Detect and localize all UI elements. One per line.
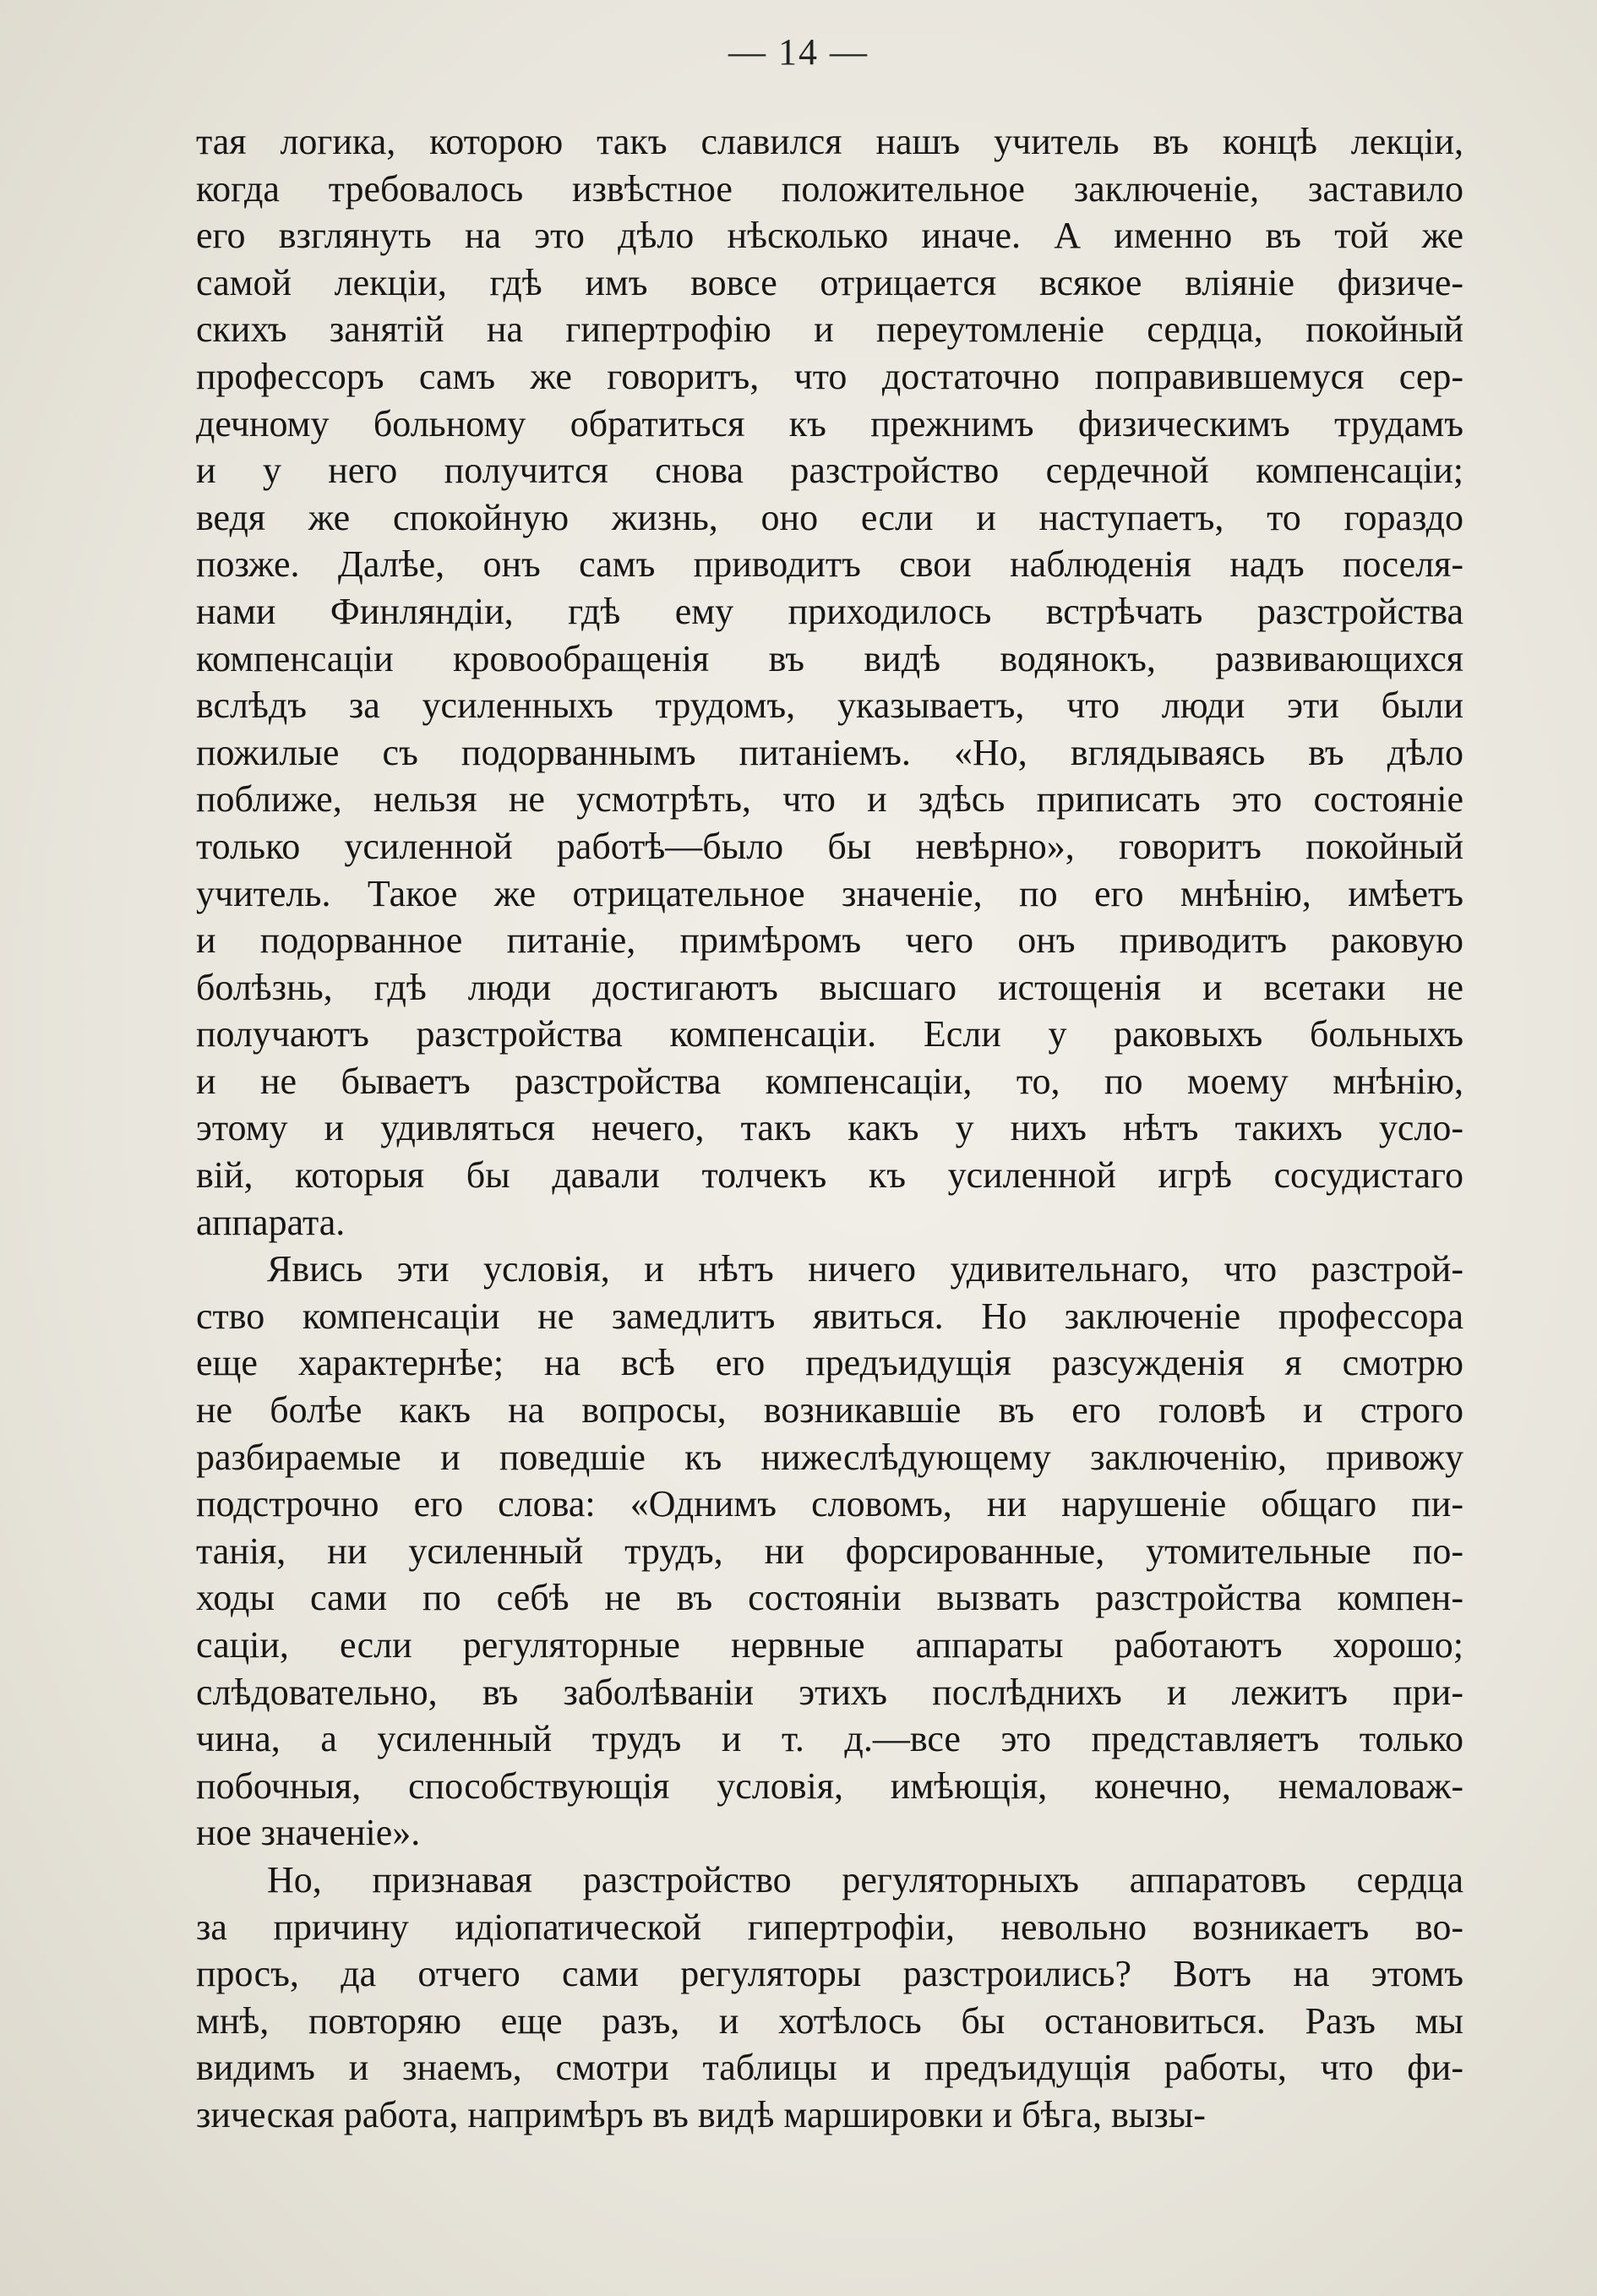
text-line: болѣзнь, гдѣ люди достигаютъ высшаго истощенія и всетаки не <box>196 966 1463 1008</box>
paragraph <box>196 1857 1463 2139</box>
text-line: тая логика, которою такъ славился нашъ учитель въ концѣ лекціи, <box>196 121 1463 162</box>
text-line: нами Финляндіи, гдѣ ему приходилось встрѣчать разстройства <box>196 590 1463 632</box>
text-line: пожилые съ подорваннымъ питаніемъ. «Но, вглядываясь въ дѣло <box>196 731 1463 773</box>
text-line: Явись эти условія, и нѣтъ ничего удивительнаго, что разстрой- <box>267 1248 1463 1290</box>
text-line: мнѣ, повторяю еще разъ, и хотѣлось бы остановиться. Разъ мы <box>196 1999 1463 2042</box>
text-line: за причину идіопатической гипертрофіи, невольно возникаетъ во- <box>196 1906 1463 1948</box>
text-line: ходы сами по себѣ не въ состояніи вызвать разстройства компен- <box>196 1577 1463 1619</box>
text-line: и не бываетъ разстройства компенсаціи, то, по моему мнѣнію, <box>196 1060 1463 1102</box>
text-line: подстрочно его слова: «Однимъ словомъ, ни нарушеніе общаго пи- <box>196 1483 1463 1525</box>
text-line: аппарата. <box>196 1201 346 1243</box>
text-line: самой лекціи, гдѣ имъ вовсе отрицается всякое вліяніе физиче- <box>196 261 1463 303</box>
text-line: вслѣдъ за усиленныхъ трудомъ, указываетъ, что люди эти были <box>196 684 1463 727</box>
text-line: саціи, если регуляторные нервные аппараты работаютъ хорошо; <box>196 1624 1463 1666</box>
text-line: только усиленной работѣ—было бы невѣрно», говоритъ покойный <box>196 825 1463 867</box>
text-line: разбираемые и поведшіе къ нижеслѣдующему заключенію, привожу <box>196 1436 1463 1478</box>
text-line: ведя же спокойную жизнь, оно если и наступаетъ, то гораздо <box>196 496 1463 538</box>
text-line: просъ, да отчего сами регуляторы разстроились? Вотъ на этомъ <box>196 1953 1463 1995</box>
text-line: побочныя, способствующія условія, имѣющія, конечно, немаловаж- <box>196 1764 1463 1807</box>
text-line: получаютъ разстройства компенсаціи. Если у раковыхъ больныхъ <box>196 1013 1463 1055</box>
text-line: слѣдовательно, въ заболѣваніи этихъ послѣднихъ и лежитъ при- <box>196 1671 1463 1713</box>
text-line: танія, ни усиленный трудъ, ни форсированные, утомительные по- <box>196 1530 1463 1572</box>
text-line: ное значеніе». <box>196 1812 421 1854</box>
text-line: ство компенсаціи не замедлитъ явиться. Но заключеніе профессора <box>196 1295 1463 1337</box>
text-line: этому и удивляться нечего, такъ какъ у нихъ нѣтъ такихъ усло- <box>196 1107 1463 1149</box>
text-line: учитель. Такое же отрицательное значеніе, по его мнѣнію, имѣетъ <box>196 872 1463 914</box>
text-line: еще характернѣе; на всѣ его предъидущія разсужденія я смотрю <box>196 1342 1463 1384</box>
text-line: и подорванное питаніе, примѣромъ чего онъ приводитъ раковую <box>196 919 1463 962</box>
text-line: его взглянуть на это дѣло нѣсколько иначе. А именно въ той же <box>196 215 1463 257</box>
paragraph <box>196 1246 1463 1857</box>
text-line: дечному больному обратиться къ прежнимъ физическимъ трудамъ <box>196 402 1463 444</box>
text-line: Но, признавая разстройство регуляторныхъ аппаратовъ сердца <box>267 1858 1463 1901</box>
text-line: видимъ и знаемъ, смотри таблицы и предъидущія работы, что фи- <box>196 2047 1463 2089</box>
text-line: вій, которыя бы давали толчекъ къ усиленной игрѣ сосудистаго <box>196 1154 1463 1197</box>
text-line: чина, а усиленный трудъ и т. д.—все это представляетъ только <box>196 1718 1463 1760</box>
text-line: компенсаціи кровообращенія въ видѣ водянокъ, развивающихся <box>196 637 1463 679</box>
text-line: скихъ занятій на гипертрофію и переутомленіе сердца, покойный <box>196 308 1463 351</box>
page-number: — 14 — <box>728 31 869 73</box>
text-line: зическая работа, напримѣръ въ видѣ маршировки и бѣга, вызы- <box>196 2093 1206 2135</box>
text-line: и у него получится снова разстройство сердечной компенсаціи; <box>196 450 1463 492</box>
text-line: позже. Далѣе, онъ самъ приводитъ свои наблюденія надъ поселя- <box>196 543 1463 586</box>
text-line: не болѣе какъ на вопросы, возникавшіе въ его головѣ и строго <box>196 1389 1463 1432</box>
text-line: когда требовалось извѣстное положительное заключеніе, заставило <box>196 167 1463 210</box>
body-text <box>196 118 1463 2139</box>
paragraph <box>196 118 1463 1246</box>
text-line: поближе, нельзя не усмотрѣть, что и здѣсь приписать это состояніе <box>196 778 1463 821</box>
text-line: профессоръ самъ же говоритъ, что достаточно поправившемуся сер- <box>196 355 1463 397</box>
